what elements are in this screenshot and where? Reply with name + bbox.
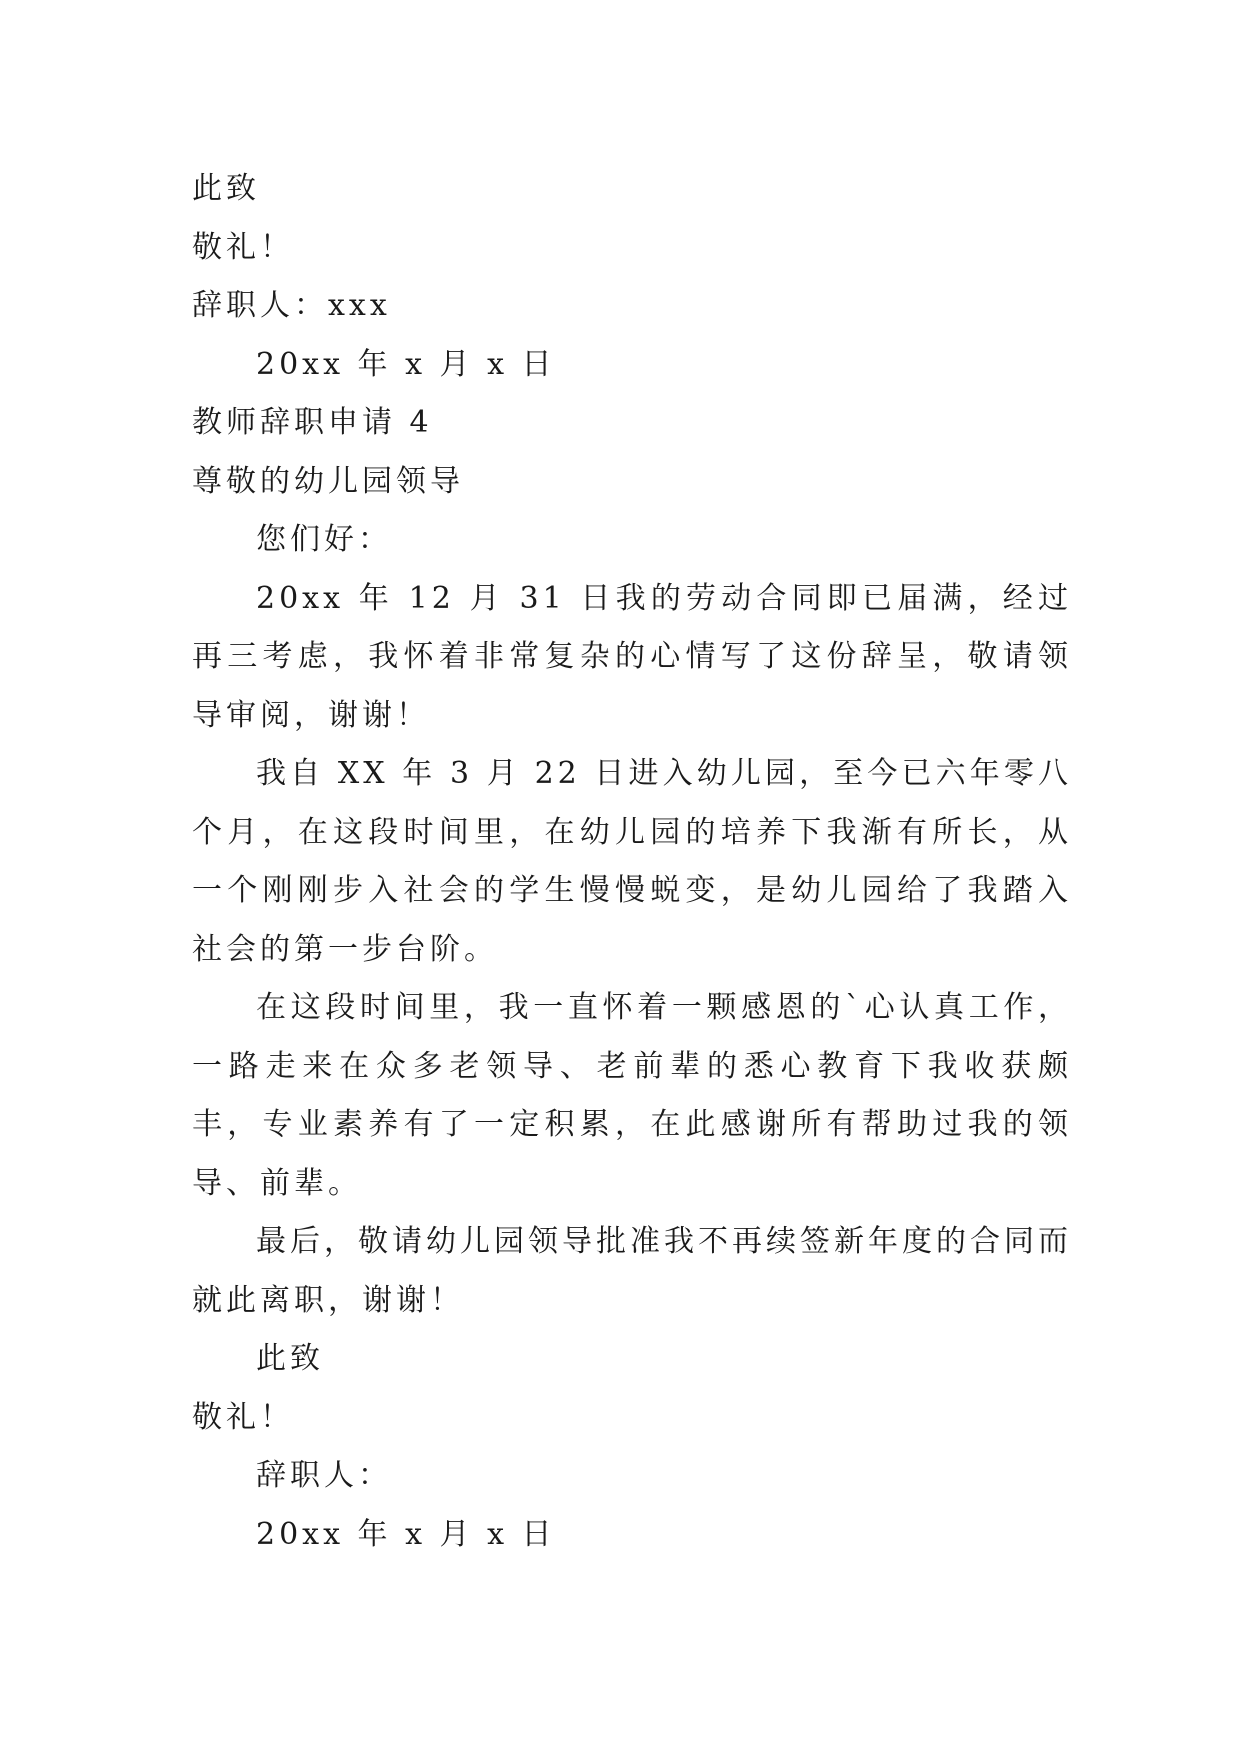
letter-paragraph: 在这段时间里，我一直怀着一颗感恩的`心认真工作，一路走来在众多老领导、老前辈的悉心教育下我收获颇丰，专业素养有了一定积累，在此感谢所有帮助过我的领导、前辈。	[192, 990, 1072, 1201]
closing-regards: 敬礼！	[192, 229, 294, 265]
letter-paragraph: 我自 XX 年 3 月 22 日进入幼儿园，至今已六年零八个月，在这段时间里，在幼儿园的培养下我渐有所长，从一个刚刚步入社会的学生慢慢蜕变，是幼儿园给了我踏入社会的第一步台阶。	[192, 756, 1072, 967]
closing-salutation: 此致	[192, 171, 260, 206]
letter-salutation: 此致	[256, 1341, 324, 1376]
document-body	[192, 160, 1072, 1564]
closing-signer: 辞职人：xxx	[192, 288, 391, 323]
closing-date: 20xx 年 x 月 x 日	[256, 346, 556, 382]
letter-regards: 敬礼！	[192, 1399, 294, 1435]
letter-paragraph: 20xx 年 12 月 31 日我的劳动合同即已届满，经过再三考虑，我怀着非常复杂的心情写了这份辞呈，敬请领导审阅，谢谢！	[192, 580, 1072, 733]
letter-recipient: 尊敬的幼儿园领导	[192, 463, 464, 499]
letter-greeting: 您们好：	[256, 522, 392, 557]
letter-signer: 辞职人：	[256, 1458, 392, 1493]
letter-title: 教师辞职申请 4	[192, 405, 433, 440]
letter-date: 20xx 年 x 月 x 日	[256, 1516, 556, 1552]
letter-paragraph: 最后，敬请幼儿园领导批准我不再续签新年度的合同而就此离职，谢谢！	[192, 1224, 1072, 1318]
